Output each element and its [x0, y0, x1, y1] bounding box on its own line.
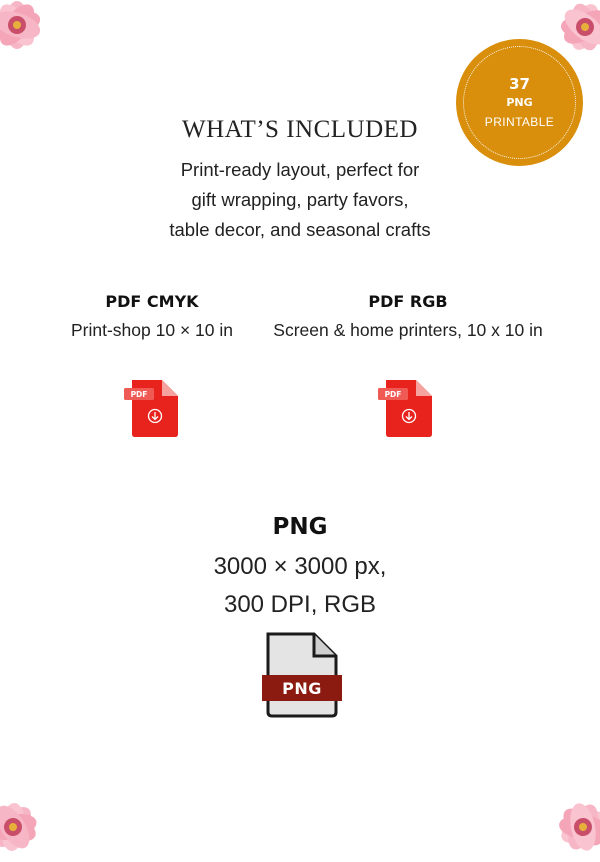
pdf-icon-tag: PDF	[384, 389, 402, 399]
badge-count: 37	[509, 74, 530, 93]
format-spec-png-line: 300 DPI, RGB	[223, 591, 377, 618]
description	[100, 155, 500, 245]
pdf-file-icon	[378, 378, 436, 438]
flower-icon	[0, 0, 52, 60]
badge-label: PRINTABLE	[484, 114, 555, 129]
png-icon-label: PNG	[282, 678, 322, 698]
count-badge	[456, 39, 583, 166]
page-title: WHAT’S INCLUDED	[182, 116, 418, 143]
pdf-file-icon	[124, 378, 182, 438]
badge-format: PNG	[506, 95, 533, 109]
format-spec-png-line: 3000 × 3000 px,	[213, 553, 387, 580]
description-line: table decor, and seasonal crafts	[169, 219, 431, 240]
format-name-png: PNG	[272, 514, 328, 540]
description-line: Print-ready layout, perfect for	[180, 159, 420, 180]
format-name-pdf-rgb: PDF RGB	[368, 292, 448, 311]
format-name-pdf-cmyk: PDF CMYK	[105, 292, 199, 311]
description-line: gift wrapping, party favors,	[191, 189, 409, 210]
flower-icon	[548, 792, 600, 862]
pdf-icon-tag: PDF	[130, 389, 148, 399]
flower-icon	[0, 792, 48, 862]
format-spec-pdf-cmyk: Print-shop 10 × 10 in	[71, 320, 233, 340]
format-spec-pdf-rgb: Screen & home printers, 10 x 10 in	[273, 320, 543, 340]
